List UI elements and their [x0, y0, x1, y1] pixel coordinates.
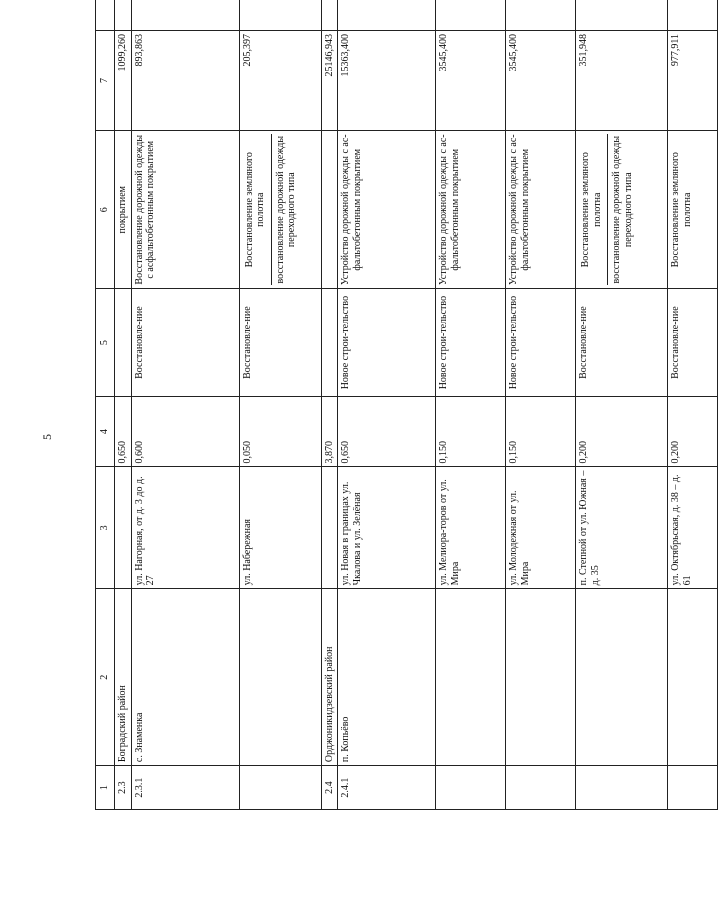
row-length: 0,600: [131, 396, 239, 467]
row-id: [576, 766, 668, 810]
row-cost-7: 893,863: [131, 31, 239, 131]
table-row: [115, 0, 132, 810]
row-description-text: Устройство дорожной одежды с ас-фальтобетонным покрытием: [438, 134, 461, 286]
row-cost-8: [131, 0, 239, 31]
row-length: 0,650: [338, 396, 436, 467]
row-cost-8: [239, 0, 321, 31]
header-cell: 1: [96, 766, 115, 810]
table-row: [436, 0, 506, 810]
row-cost-8: [668, 0, 718, 31]
row-name: [576, 589, 668, 766]
header-cell: [96, 0, 115, 31]
row-description: [131, 130, 239, 288]
header-cell: 5: [96, 289, 115, 396]
row-cost-8: [576, 0, 668, 31]
row-cost-7: 3545,400: [436, 31, 506, 131]
row-description: [668, 130, 718, 288]
row-id: 2.3.1: [131, 766, 239, 810]
row-cost-7: 205,397: [239, 31, 321, 131]
row-work: Восстановле-ние: [668, 289, 718, 396]
row-id: [506, 766, 576, 810]
row-name: [668, 589, 718, 766]
row-description-text: Устройство дорожной одежды с ас-фальтобетонным покрытием: [340, 134, 363, 286]
row-name: Боградский район: [115, 589, 132, 766]
row-cost-7: 25146,943: [321, 31, 338, 131]
row-description: [338, 130, 436, 288]
row-cost-7: 3545,400: [506, 31, 576, 131]
row-description-text: восстановление дорожной одежды переходного типа: [271, 134, 300, 285]
row-street: ул. Набережная: [239, 467, 321, 589]
table-row: [131, 0, 239, 810]
row-cost-7: 1099,260: [115, 31, 132, 131]
row-description: [239, 130, 321, 288]
table-row: [338, 0, 436, 810]
row-work: Новое строи-тельство: [436, 289, 506, 396]
row-cost-8: [436, 0, 506, 31]
row-description: [321, 130, 338, 288]
row-work: Восстановле-ние: [576, 289, 668, 396]
row-name: [436, 589, 506, 766]
row-name: с. Знаменка: [131, 589, 239, 766]
roads-table: [95, 0, 718, 810]
row-name: [239, 589, 321, 766]
row-length: 0,050: [239, 396, 321, 467]
header-cell: 2: [96, 589, 115, 766]
row-id: 2.4: [321, 766, 338, 810]
row-length: 3,870: [321, 396, 338, 467]
row-cost-7: 15363,400: [338, 31, 436, 131]
row-length: 0,150: [506, 396, 576, 467]
row-street: п. Степной от ул. Южная – д. 35: [576, 467, 668, 589]
row-cost-7: 351,948: [576, 31, 668, 131]
row-street: ул. Молодежная от ул. Мира: [506, 467, 576, 589]
table-row: [239, 0, 321, 810]
row-description-text: Восстановление земляного полотна: [670, 152, 693, 268]
row-description: [576, 130, 668, 288]
row-id: 2.3: [115, 766, 132, 810]
row-description-text: восстановление дорожной одежды переходного типа: [607, 134, 636, 285]
row-cost-7: 977,911: [668, 31, 718, 131]
row-length: 0,650: [115, 396, 132, 467]
row-description-text: Восстановление дорожной одежды с асфальтобетонным покрытием: [133, 134, 156, 285]
page-number: 5: [40, 433, 54, 440]
row-description-text: покрытием: [117, 186, 128, 234]
row-length: 0,200: [576, 396, 668, 467]
row-cost-8: [506, 0, 576, 31]
row-id: 2.4.1: [338, 766, 436, 810]
table-row: [576, 0, 668, 810]
row-description: [436, 130, 506, 288]
row-id: [436, 766, 506, 810]
row-name: Орджоникидзевский район: [321, 589, 338, 766]
rotated-document: [95, 0, 693, 810]
row-name: [506, 589, 576, 766]
row-work: Восстановле-ние: [131, 289, 239, 396]
row-street: [115, 467, 132, 589]
row-cost-8: [338, 0, 436, 31]
row-description-text: Восстановление земляного полотна: [580, 152, 603, 268]
header-row: [96, 0, 115, 810]
table-row: [668, 0, 718, 810]
row-cost-8: [115, 0, 132, 31]
row-street: [321, 467, 338, 589]
header-cell: 6: [96, 130, 115, 288]
row-description: [115, 130, 132, 288]
row-work: Новое строи-тельство: [338, 289, 436, 396]
row-work: [321, 289, 338, 396]
header-cell: 3: [96, 467, 115, 589]
row-length: 0,200: [668, 396, 718, 467]
row-street: ул. Новая в границах ул. Чкалова и ул. Зелёная: [338, 467, 436, 589]
table-row: [321, 0, 338, 810]
row-description-text: Устройство дорожной одежды с ас-фальтобетонным покрытием: [508, 134, 531, 286]
row-description: [506, 130, 576, 288]
row-description-text: Восстановление земляного полотна: [243, 152, 266, 268]
row-length: 0,150: [436, 396, 506, 467]
row-work: [115, 289, 132, 396]
row-street: ул. Мелиора-торов от ул. Мира: [436, 467, 506, 589]
header-cell: 4: [96, 396, 115, 467]
row-street: ул. Октябрьская, д. 38 – д. 61: [668, 467, 718, 589]
row-id: [239, 766, 321, 810]
row-street: ул. Нагорная, от д. 3 до д. 27: [131, 467, 239, 589]
row-name: п. Копьёво: [338, 589, 436, 766]
row-work: Восстановле-ние: [239, 289, 321, 396]
row-work: Новое строи-тельство: [506, 289, 576, 396]
row-id: [668, 766, 718, 810]
row-cost-8: [321, 0, 338, 31]
header-cell: 7: [96, 31, 115, 131]
table-row: [506, 0, 576, 810]
